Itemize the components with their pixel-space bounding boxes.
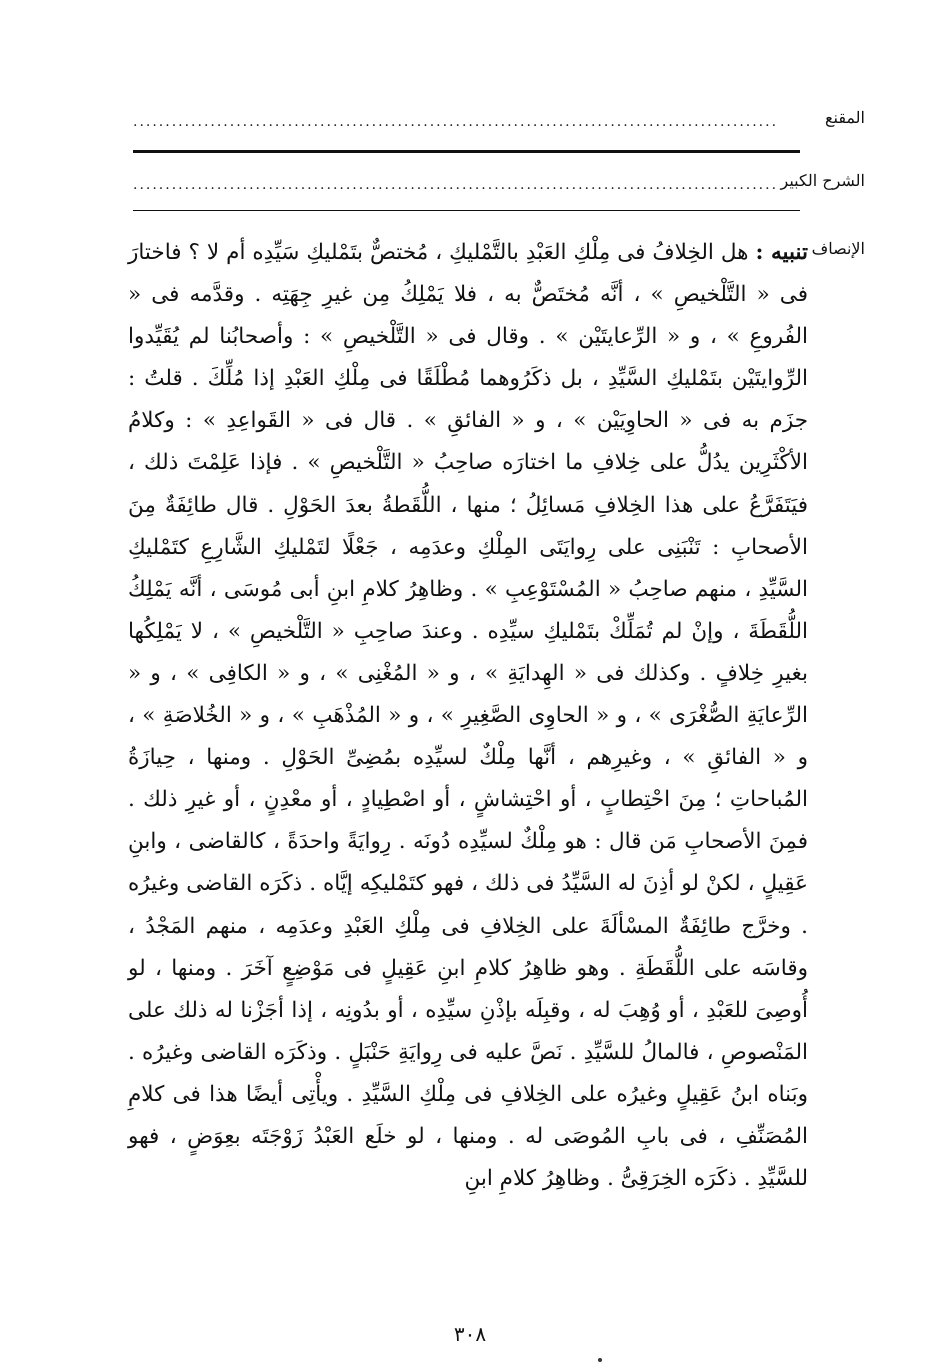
insaf-label: الإنصاف xyxy=(811,239,865,258)
page-number: ٣٠٨ xyxy=(453,1322,487,1346)
thin-divider xyxy=(133,210,800,211)
muqni-label: المقنع xyxy=(824,108,865,127)
sharh-label: الشرح الكبير xyxy=(780,171,865,190)
ink-dot xyxy=(598,1358,602,1362)
insaf-paragraph: هل الخِلافُ فى مِلْكِ العَبْدِ بالتَّمْليكِ ، مُختصٌّ بتَمْليكِ سَيِّدِه أم لا ؟ فاختارَ فى « التَّلْخيصِ » ، أنَّه مُختَصٌّ به ، فلا يَمْلِكُ مِن غيرِ جِهَتِه . وقدَّمه فى « الفُروعِ » ، و « الرِّعايتَيْن » . وقال فى « التَّلْخيصِ » : وأصحابُنا لم يُقَيِّدوا الرِّوايتَيْن بتَمْليكِ السَّيِّدِ ، بل ذكَرُوهما مُطْلَقًا فى مِلْكِ العَبْدِ إذا مُلِّكَ . قلتُ : جزَم به فى « الحاوِيَيْن » ، و « الفائقِ » . قال فى « القَواعِدِ » : وكلامُ الأكْثَرِين يدُلُّ على خِلافِ ما اختارَه صاحِبُ « التَّلْخيصِ » . فإذا عَلِمْتَ ذلك ، فيَتَفَرَّعُ على هذا الخِلافِ مَسائِلُ ؛ منها ، اللُّقَطةُ بعدَ الحَوْلِ . قال طائِفَةٌ مِنَ الأصحابِ : تَنْبَنِى على رِوايَتَى المِلْكِ وعدَمِه ، جَعْلًا لتَمْليكِ الشَّارِعِ كتَمْليكِ السَّيِّدِ ، منهم صاحِبُ « المُسْتَوْعِبِ » . وظاهِرُ كلامِ ابنِ أبى مُوسَى ، أنَّه يَمْلِكُ اللُّقَطَةَ ، وإنْ لم تُمَلِّكْ بتَمْليكِ سيِّدِه . وعندَ صاحِبِ « التَّلْخيصِ » ، لا يَمْلِكُها بغيرِ خِلافٍ . وكذلك فى « الهِدايَةِ » ، و « المُغْنِى » ، و « الكافِى » ، و « الرِّعايَةِ الصُّغْرَى » ، و « الحاوِى الصَّغِيرِ » ، و « المُذْهَبِ » ، و « الخُلاصَةِ » ، و « الفائقِ » ، وغيرِهم ، أنَّها مِلْكٌ لسيِّدِه بمُضِىِّ الحَوْلِ . ومنها ، حِيازَةُ المُباحاتِ ؛ مِنَ احْتِطابٍ ، أو احْتِشاشٍ ، أو اصْطِيادٍ ، أو معْدِنٍ ، أو غيرِ ذلك . فمِنَ الأصحابِ مَن قال : هو مِلْكٌ لسيِّدِه دُونَه . رِوايَةً واحدَةً ، كالقاضى ، وابنِ عَقِيلٍ ، لكنْ لو أذِنَ له السَّيِّدُ فى ذلك ، فهو كتَمْليكِه إيَّاه . ذكَرَه القاضى وغيرُه . وخرَّج طائِفَةٌ المسْألَةَ على الخِلافِ فى مِلْكِ العَبْدِ وعدَمِه ، منهم المَجْدُ ، وقاسَه على اللُّقَطَةِ . وهو ظاهِرُ كلامِ ابنِ عَقِيلٍ فى مَوْضِعٍ آخَرَ . ومنها ، لو أُوصِىَ للعَبْدِ ، أو وُهِبَ له ، وقبِلَه بإذْنِ سيِّدِه ، أو بدُونِه ، إذا أجَزْنا له ذلك على المَنْصوصِ ، فالمالُ للسَّيِّدِ . نَصَّ عليه فى رِوايَةِ حَنْبَلٍ . وذكَرَه القاضى وغيرُه . وبَناه ابنُ عَقِيلٍ وغيرُه على الخِلافِ فى مِلْكِ السَّيِّدِ . ويأْتِى أيضًا هذا فى كلامِ المُصَنِّفِ ، فى بابِ المُوصَى له . ومنها ، لو خلَع العَبْدُ زَوْجَتَه بعِوَضٍ ، فهو للسَّيِّدِ . ذكَرَه الخِرَقِىُّ . وظاهِرُ كلامِ ابنِ xyxy=(128,240,808,1192)
thick-divider xyxy=(133,150,800,153)
insaf-body xyxy=(128,232,808,1200)
note-lead: تنبيه : xyxy=(755,240,809,265)
muqni-dotted-line: .................................................................................................... xyxy=(133,114,779,130)
sharh-dotted-line: .................................................................................................... xyxy=(133,177,779,193)
